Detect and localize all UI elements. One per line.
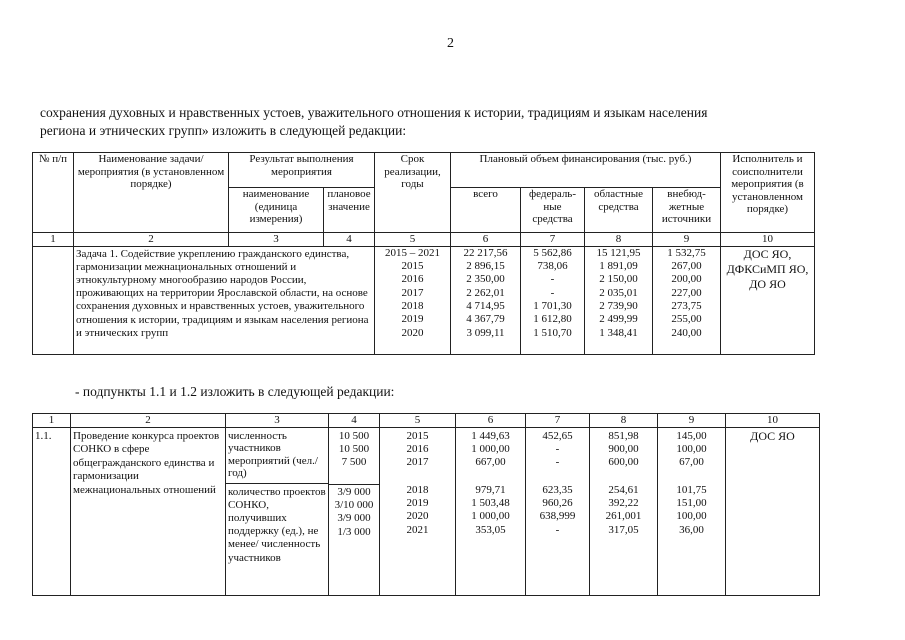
amount: 2 262,01 [466, 286, 505, 299]
colnum: 4 [329, 414, 380, 428]
year: 2019 [406, 497, 429, 510]
header-result-name: наименование (единица измерения) [229, 188, 324, 233]
amount: 1 891,09 [599, 259, 638, 272]
amount: 667,00 [475, 456, 506, 469]
colnum: 9 [658, 414, 726, 428]
amount: 227,00 [671, 286, 702, 299]
amount: 1 000,00 [471, 510, 510, 523]
plan-value: 3/9 000 [337, 485, 371, 498]
task-description: Задача 1. Содействие укреплению гражданского единства, гармонизации межнациональных отношений и этнокультурному многообразию народов России, проживающих на территории Ярославской области, на основе сохранения духовных и нравственных устоев, уважительного отношения к истории, традициям и языкам населения региона и этнических групп [74, 246, 375, 354]
amount: 67,00 [679, 456, 704, 469]
amount: 4 367,79 [466, 313, 505, 326]
colnum: 6 [456, 414, 526, 428]
colnum: 10 [721, 233, 815, 247]
extra-column [653, 246, 721, 354]
header-total: всего [451, 188, 521, 233]
amount: 900,00 [608, 442, 639, 455]
colnum: 5 [380, 414, 456, 428]
amount: 2 499,99 [599, 313, 638, 326]
amount: 145,00 [676, 429, 707, 442]
year: 2015 [401, 259, 424, 272]
amount: 15 121,95 [596, 246, 641, 259]
year: 2018 [401, 300, 424, 313]
header-name: Наименование задачи/мероприятия (в установленном порядке) [74, 153, 229, 233]
years-column [375, 246, 451, 354]
header-num: № п/п [33, 153, 74, 233]
task-num-cell [33, 246, 74, 354]
amount: 960,26 [542, 497, 573, 510]
amount: 151,00 [676, 497, 707, 510]
amount: 1 348,41 [599, 326, 638, 339]
amount: 2 739,90 [599, 300, 638, 313]
colnum: 1 [33, 414, 71, 428]
year: 2016 [401, 273, 424, 286]
amount: 2 350,00 [466, 273, 505, 286]
year: 2016 [406, 442, 429, 455]
year: 2015 [406, 429, 429, 442]
colnum: 7 [521, 233, 585, 247]
amount: 5 562,86 [533, 246, 572, 259]
colnum: 3 [229, 233, 324, 247]
amount: 392,22 [608, 497, 639, 510]
header-term: Срок реализации, годы [375, 153, 451, 233]
amount: 317,05 [608, 523, 639, 536]
year: 2017 [406, 456, 429, 469]
amount: 2 896,15 [466, 259, 505, 272]
amount: 600,00 [608, 456, 639, 469]
financing-table-subitems [32, 413, 820, 596]
amount: 979,71 [475, 483, 506, 496]
amount: 623,35 [542, 483, 573, 496]
intro-line-1: сохранения духовных и нравственных устоев, уважительного отношения к истории, традициям и языкам населения [40, 105, 708, 120]
amount: 1 701,30 [533, 300, 572, 313]
executor: ДОС ЯО [726, 427, 820, 595]
amount: - [555, 442, 560, 455]
colnum: 7 [526, 414, 590, 428]
amount: - [555, 456, 560, 469]
amount: 200,00 [671, 273, 702, 286]
plan-value: 1/3 000 [337, 525, 371, 538]
colnum: 3 [226, 414, 329, 428]
header-result: Результат выполнения мероприятия [229, 153, 375, 188]
item-num: 1.1. [33, 427, 71, 595]
amount: 452,65 [542, 429, 573, 442]
amount: 1 503,48 [471, 497, 510, 510]
amount: 22 217,56 [463, 246, 508, 259]
amount: 2 150,00 [599, 273, 638, 286]
indicator-1: численность участников мероприятий (чел./год) [226, 428, 328, 484]
years-column [380, 427, 456, 595]
amount: 273,75 [671, 300, 702, 313]
amount: - [550, 273, 555, 286]
amount: 267,00 [671, 259, 702, 272]
year: 2019 [401, 313, 424, 326]
plan-group-2 [329, 485, 379, 540]
item-name: Проведение конкурса проектов СОНКО в сфере общегражданского единства и гармонизации межнациональных отношений [71, 427, 226, 595]
plan-value: 3/9 000 [337, 512, 371, 525]
header-result-plan: плановое значение [324, 188, 375, 233]
colnum: 9 [653, 233, 721, 247]
plan-value: 7 500 [341, 456, 367, 469]
colnum: 10 [726, 414, 820, 428]
header-extra: внебюд-жетные источники [653, 188, 721, 233]
colnum: 6 [451, 233, 521, 247]
amount: 1 532,75 [667, 246, 706, 259]
year: 2020 [406, 510, 429, 523]
colnum: 8 [590, 414, 658, 428]
amount: 100,00 [676, 442, 707, 455]
financing-table-task1 [32, 152, 815, 355]
colnum: 1 [33, 233, 74, 247]
amount: 1 000,00 [471, 442, 510, 455]
plan-value: 10 500 [338, 429, 370, 442]
amount: 101,75 [676, 483, 707, 496]
year: 2015 – 2021 [385, 246, 440, 259]
intro-line-2: региона и этнических групп» изложить в следующей редакции: [40, 123, 407, 138]
colnum: 5 [375, 233, 451, 247]
amount: 738,06 [537, 259, 568, 272]
plan-group-1 [329, 428, 379, 485]
year: 2020 [401, 326, 424, 339]
amount: 261,001 [605, 510, 642, 523]
plan-value: 10 500 [338, 442, 370, 455]
header-financing: Плановый объем финансирования (тыс. руб.) [451, 153, 721, 188]
amount: 2 035,01 [599, 286, 638, 299]
total-column [456, 427, 526, 595]
year: 2017 [401, 286, 424, 299]
amount: 638,999 [539, 510, 576, 523]
intro-paragraph [40, 104, 830, 140]
colnum: 2 [74, 233, 229, 247]
amount: 36,00 [679, 523, 704, 536]
header-executor: Исполнитель и соисполнители мероприятия (в установленном порядке) [721, 153, 815, 233]
header-federal: федераль-ные средства [521, 188, 585, 233]
amount: 4 714,95 [466, 300, 505, 313]
amount: 353,05 [475, 523, 506, 536]
federal-column [526, 427, 590, 595]
executor: ДОС ЯО, ДФКСиМП ЯО, ДО ЯО [721, 246, 815, 354]
header-regional: областные средства [585, 188, 653, 233]
year: 2018 [406, 483, 429, 496]
total-column [451, 246, 521, 354]
regional-column [590, 427, 658, 595]
amount: 1 510,70 [533, 326, 572, 339]
amount: - [550, 286, 555, 299]
amount: 254,61 [608, 483, 639, 496]
amount: - [555, 523, 560, 536]
plan-value: 3/10 000 [334, 498, 374, 511]
colnum: 4 [324, 233, 375, 247]
amount: 1 449,63 [471, 429, 510, 442]
amount: 851,98 [608, 429, 639, 442]
federal-column [521, 246, 585, 354]
year: 2021 [406, 523, 429, 536]
amount: 1 612,80 [533, 313, 572, 326]
amount: 255,00 [671, 313, 702, 326]
colnum: 2 [71, 414, 226, 428]
subtitle: - подпункты 1.1 и 1.2 изложить в следующей редакции: [75, 384, 395, 399]
page-number: 2 [447, 36, 454, 51]
indicator-2: количество проектов СОНКО, получивших поддержку (ед.), не менее/ численность участников [228, 485, 326, 564]
amount: 3 099,11 [466, 326, 505, 339]
regional-column [585, 246, 653, 354]
extra-column [658, 427, 726, 595]
amount: 100,00 [676, 510, 707, 523]
amount: 240,00 [671, 326, 702, 339]
colnum: 8 [585, 233, 653, 247]
